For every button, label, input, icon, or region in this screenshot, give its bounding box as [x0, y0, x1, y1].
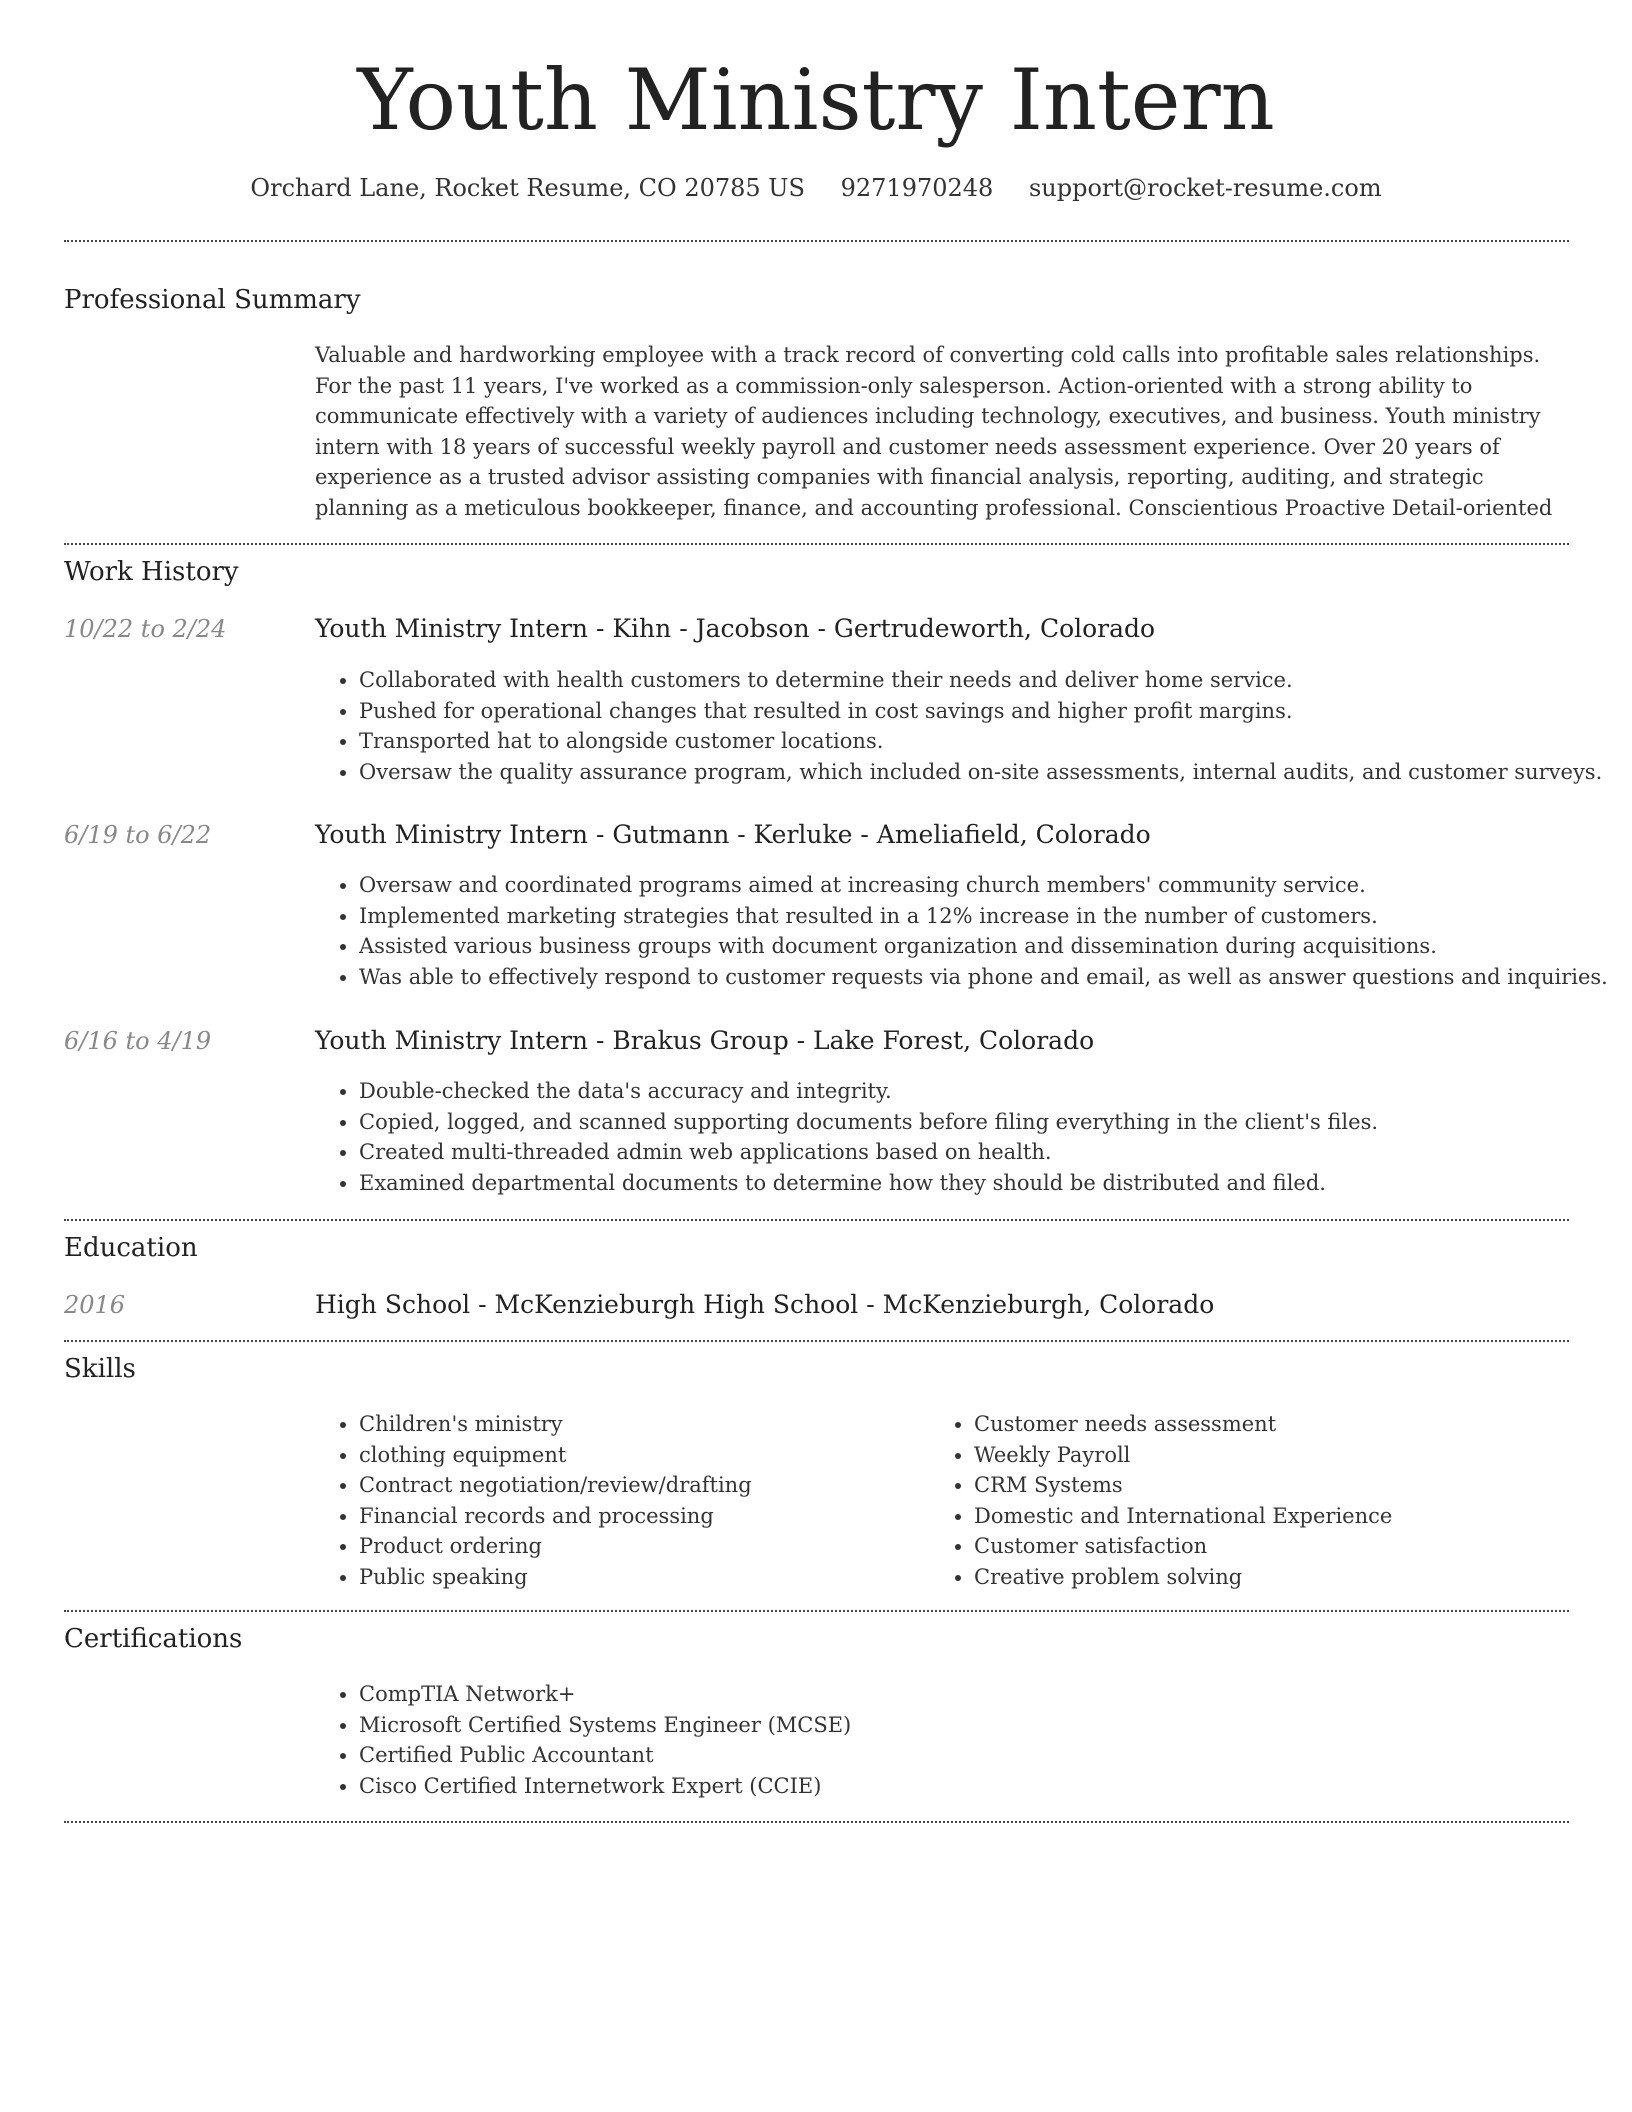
- section-title-summary: Professional Summary: [64, 285, 361, 315]
- summary-text: Valuable and hardworking employee with a track record of converting cold calls into profitable sales relationships. For the past 11 years, I've worked as a commission-only salesperson. Action-oriented with a strong ability to communicate effectively with a variety of audiences including technology, executives, and business. Youth ministry intern with 18 years of successful weekly payroll and customer needs assessment experience. Over 20 years of experience as a trusted advisor assisting companies with financial analysis, reporting, auditing, and strategic planning as a meticulous bookkeeper, finance, and accounting professional. Conscientious Proactive Detail-oriented: [315, 343, 1553, 520]
- skills-list-left: [315, 1409, 752, 1593]
- list-item: • Implemented marketing strategies that resulted in a 12% increase in the number of customers.: [359, 901, 1608, 932]
- section-title-work: Work History: [64, 557, 239, 587]
- list-item: • Microsoft Certified Systems Engineer (MCSE): [359, 1710, 851, 1741]
- list-item: • Children's ministry: [359, 1409, 752, 1440]
- education-year: 2016: [64, 1291, 126, 1319]
- list-item: • Oversaw the quality assurance program, which included on-site assessments, internal audits, and customer surveys.: [359, 757, 1602, 788]
- list-item: • Domestic and International Experience: [974, 1501, 1392, 1532]
- list-item: • Weekly Payroll: [974, 1440, 1392, 1471]
- job-dates: 10/22 to 2/24: [64, 615, 227, 643]
- education-entry: High School - McKenzieburgh High School - McKenzieburgh, Colorado: [315, 1290, 1215, 1319]
- list-item: • clothing equipment: [359, 1440, 752, 1471]
- divider: [64, 240, 1569, 242]
- divider: [64, 543, 1569, 545]
- skills-list-right: [930, 1409, 1392, 1593]
- list-item: • Customer needs assessment: [974, 1409, 1392, 1440]
- section-title-skills: Skills: [64, 1354, 136, 1384]
- contact-email: support@rocket-resume.com: [1028, 174, 1382, 202]
- list-item: • Certified Public Accountant: [359, 1740, 851, 1771]
- list-item: • Double-checked the data's accuracy and integrity.: [359, 1076, 1378, 1107]
- contact-phone: 9271970248: [840, 174, 994, 202]
- candidate-name: Youth Ministry Intern: [357, 51, 1275, 149]
- job-dates: 6/19 to 6/22: [64, 821, 212, 849]
- list-item: • Examined departmental documents to determine how they should be distributed and filed.: [359, 1168, 1378, 1199]
- contact-address: Orchard Lane, Rocket Resume, CO 20785 US: [250, 174, 805, 202]
- list-item: • Oversaw and coordinated programs aimed at increasing church members' community service.: [359, 870, 1608, 901]
- divider: [64, 1340, 1569, 1342]
- list-item: • CRM Systems: [974, 1470, 1392, 1501]
- job-bullets: [315, 870, 1608, 992]
- job-bullets: [315, 665, 1602, 787]
- job-bullets: [315, 1076, 1378, 1198]
- divider: [64, 1610, 1569, 1612]
- list-item: • Public speaking: [359, 1562, 752, 1593]
- list-item: • Financial records and processing: [359, 1501, 752, 1532]
- list-item: • Customer satisfaction: [974, 1531, 1392, 1562]
- list-item: • Was able to effectively respond to customer requests via phone and email, as well as answer questions and inquiries.: [359, 962, 1608, 993]
- section-title-education: Education: [64, 1233, 198, 1263]
- list-item: • Transported hat to alongside customer locations.: [359, 726, 1602, 757]
- list-item: • Pushed for operational changes that resulted in cost savings and higher profit margins.: [359, 696, 1602, 727]
- section-title-certifications: Certifications: [64, 1624, 243, 1654]
- contact-line: [0, 170, 1632, 206]
- list-item: • Assisted various business groups with document organization and dissemination during acquisitions.: [359, 931, 1608, 962]
- job-title: Youth Ministry Intern - Kihn - Jacobson - Gertrudeworth, Colorado: [315, 614, 1156, 643]
- certifications-list: [315, 1679, 851, 1801]
- list-item: • Creative problem solving: [974, 1562, 1392, 1593]
- list-item: • CompTIA Network+: [359, 1679, 851, 1710]
- divider: [64, 1821, 1569, 1823]
- list-item: • Copied, logged, and scanned supporting documents before filing everything in the client's files.: [359, 1107, 1378, 1138]
- list-item: • Collaborated with health customers to determine their needs and deliver home service.: [359, 665, 1602, 696]
- job-dates: 6/16 to 4/19: [64, 1027, 212, 1055]
- job-title: Youth Ministry Intern - Gutmann - Kerluke - Ameliafield, Colorado: [315, 820, 1151, 849]
- list-item: • Product ordering: [359, 1531, 752, 1562]
- list-item: • Created multi-threaded admin web applications based on health.: [359, 1137, 1378, 1168]
- divider: [64, 1219, 1569, 1221]
- list-item: • Contract negotiation/review/drafting: [359, 1470, 752, 1501]
- list-item: • Cisco Certified Internetwork Expert (CCIE): [359, 1771, 851, 1802]
- job-title: Youth Ministry Intern - Brakus Group - Lake Forest, Colorado: [315, 1026, 1095, 1055]
